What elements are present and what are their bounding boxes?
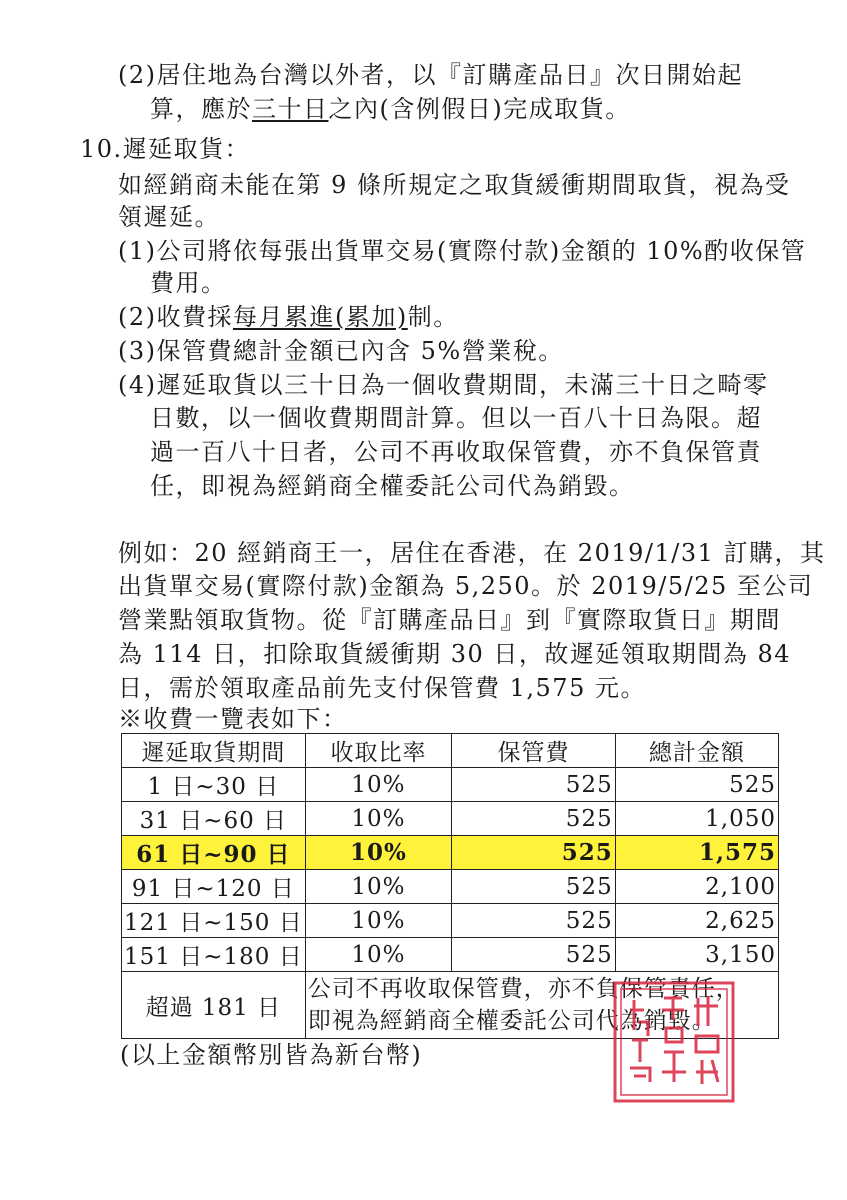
footnote: (以上金額幣別皆為新台幣) — [120, 1041, 423, 1069]
item9-sub2-underlined-days: 三十日 — [252, 95, 329, 123]
fee-cell: 525 — [452, 836, 615, 870]
period-cell: 31 日~60 日 — [122, 802, 306, 836]
item10-rule4-line1: (4)遲延取貨以三十日為一個收費期間，未滿三十日之畸零 — [118, 371, 769, 399]
item10-title: 10.遲延取貨： — [80, 135, 251, 163]
rate-cell: 10% — [305, 836, 452, 870]
example-line2: 出貨單交易(實際付款)金額為 5,250。於 2019/5/25 至公司 — [118, 572, 814, 600]
item10-rule4-line2: 日數，以一個收費期間計算。但以一百八十日為限。超 — [150, 404, 762, 432]
rate-cell: 10% — [305, 870, 452, 904]
company-seal-stamp — [612, 980, 736, 1104]
item10-rule2-post: 制。 — [407, 303, 459, 331]
header-period: 遲延取貨期間 — [122, 734, 306, 768]
header-storage-fee: 保管費 — [452, 734, 615, 768]
over-limit-note-line1: 公司不再收取保管費，亦不負保管責任， — [307, 976, 740, 1002]
table-title: ※收費一覽表如下： — [118, 705, 348, 733]
total-cell: 525 — [615, 768, 778, 802]
table-row — [122, 904, 779, 938]
item10-intro-line2: 領遲延。 — [118, 203, 220, 231]
item9-sub2-line1: (2)居住地為台灣以外者，以『訂購產品日』次日開始起 — [118, 61, 743, 89]
period-cell: 151 日~180 日 — [122, 938, 306, 972]
total-cell: 3,150 — [615, 938, 778, 972]
period-cell: 91 日~120 日 — [122, 870, 306, 904]
fee-table-header-row — [122, 734, 779, 768]
table-row — [122, 938, 779, 972]
period-cell: 121 日~150 日 — [122, 904, 306, 938]
total-cell: 2,625 — [615, 904, 778, 938]
item10-rule1-line1: (1)公司將依每張出貨單交易(實際付款)金額的 10%酌收保管 — [118, 237, 807, 265]
item10-rule1-line2: 費用。 — [150, 269, 227, 297]
example-line5: 日，需於領取產品前先支付保管費 1,575 元。 — [118, 674, 646, 702]
item9-sub2-line2-post: 之內(含例假日)完成取貨。 — [328, 95, 631, 123]
over-limit-note-line2: 即視為經銷商全權委託公司代為銷毀。 — [307, 1008, 716, 1034]
item9-sub2-line2 — [150, 94, 631, 124]
fee-cell: 525 — [452, 904, 615, 938]
total-cell: 1,050 — [615, 802, 778, 836]
header-total-amount: 總計金額 — [615, 734, 778, 768]
fee-cell: 525 — [452, 938, 615, 972]
fee-cell: 525 — [452, 870, 615, 904]
rate-cell: 10% — [305, 802, 452, 836]
table-row — [122, 802, 779, 836]
item10-rule2-underlined: 每月累進(累加) — [233, 303, 408, 331]
item10-rule2-pre: (2)收費採 — [118, 303, 233, 331]
table-row — [122, 768, 779, 802]
example-line4: 為 114 日，扣除取貨緩衝期 30 日，故遲延領取期間為 84 — [118, 640, 792, 668]
total-cell: 2,100 — [615, 870, 778, 904]
item10-rule4-line3: 過一百八十日者，公司不再收取保管費，亦不負保管責 — [150, 438, 762, 466]
total-cell: 1,575 — [615, 836, 778, 870]
example-line3: 營業點領取貨物。從『訂購產品日』到『實際取貨日』期間 — [118, 606, 781, 634]
fee-cell: 525 — [452, 768, 615, 802]
item10-rule3: (3)保管費總計金額已內含 5%營業稅。 — [118, 337, 564, 365]
item10-rule2 — [118, 302, 459, 332]
example-line1: 例如：20 經銷商王一，居住在香港，在 2019/1/31 訂購，其 — [118, 539, 826, 567]
rate-cell: 10% — [305, 938, 452, 972]
period-cell: 1 日~30 日 — [122, 768, 306, 802]
fee-cell: 525 — [452, 802, 615, 836]
rate-cell: 10% — [305, 768, 452, 802]
table-row — [122, 870, 779, 904]
header-rate: 收取比率 — [305, 734, 452, 768]
period-cell: 61 日~90 日 — [122, 836, 306, 870]
table-row-highlighted — [122, 836, 779, 870]
item9-sub2-line2-pre: 算，應於 — [150, 95, 252, 123]
item10-intro-line1: 如經銷商未能在第 9 條所規定之取貨緩衝期間取貨，視為受 — [118, 171, 791, 199]
period-cell: 超過 181 日 — [122, 972, 306, 1039]
rate-cell: 10% — [305, 904, 452, 938]
item10-rule4-line4: 任，即視為經銷商全權委託公司代為銷毀。 — [150, 472, 635, 500]
